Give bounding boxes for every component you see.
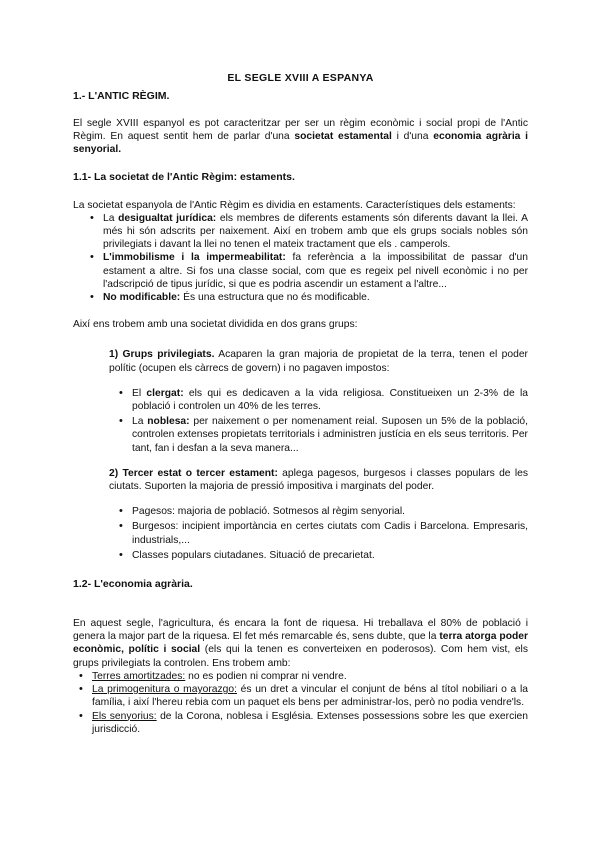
agrarian-economy-list — [92, 670, 528, 736]
text-run: és un dret a vincular el conjunt de béns al títol nobiliari o a la família, i així l'hereu rebia com un paquet els bens per administrar-los, però no podia vendre'ls. — [92, 684, 528, 709]
group-third-estate — [109, 467, 528, 493]
section-1-heading: 1.- L'ANTIC RÈGIM. — [73, 90, 170, 102]
list-item — [92, 710, 528, 736]
section-1-1-intro: La societat espanyola de l'Antic Règim es dividia en estaments. Característiques dels estaments: — [73, 199, 516, 211]
text-run: El — [132, 387, 147, 399]
bold-run: No modificable: — [103, 292, 181, 304]
list-item — [132, 387, 528, 413]
bold-run: 1) Grups privilegiats. — [109, 349, 215, 361]
list-item — [92, 670, 528, 683]
text-run: fa referència a la impossibilitat de passar d'un estament a altre. Si fos una classe social, com que es regeix pel nivell econòmic i no per l'adscripció de tipus jurídic, si que es podria ascendir un estament a l'altre... — [103, 252, 529, 290]
underlined-run: Terres amortitzades: — [92, 670, 186, 682]
section-1-1-transition: Així ens trobem amb una societat dividida en dos grans grups: — [73, 319, 358, 331]
underlined-run: Els senyorius: — [92, 710, 157, 722]
list-item — [103, 291, 528, 304]
group-privileged — [109, 348, 528, 374]
text-run: per naixement o per nomenament reial. Suposen un 5% de la població, controlen extenses propietats territorials i administren justícia en els seus territoris. Per tant, fan i desfan a la seva manera... — [132, 416, 528, 454]
section-1-2-heading: 1.2- L'economia agrària. — [73, 578, 193, 591]
text-run: els membres de diferents estaments són diferents davant la llei. A més hi són adscrits per naixement. Així en trobem amb que els grups socials nobles són privilegiats i davant la llei no tenen el mateix tractament que els . camperols. — [103, 212, 528, 251]
bold-run: 2) Tercer estat o tercer estament: — [109, 467, 278, 479]
list-item: • Classes populars ciutadanes. Situació de precarietat. — [132, 549, 528, 562]
estaments-characteristics-list — [103, 212, 528, 304]
list-item — [103, 212, 528, 252]
section-1-1-heading: 1.1- La societat de l'Antic Règim: estaments. — [73, 170, 295, 183]
bold-run: societat estamental — [294, 131, 392, 143]
underlined-run: La primogenitura o mayorazgo: — [92, 684, 237, 696]
text-run: de la Corona, noblesa i Església. Extenses possessions sobre les que exercien jurisdicció. — [92, 710, 528, 735]
text-run: els qui es dedicaven a la vida religiosa. Constitueixen un 2-3% de la població i controlen un 40% de les terres. — [132, 387, 528, 413]
text-run: i d'una — [391, 131, 434, 143]
text-run: La — [132, 416, 148, 428]
text-run: aplega pagesos, burgesos i classes populars de les ciutats. Suporten la majoria de pressió impositiva i marginats del poder. — [109, 467, 528, 493]
bold-run: economia agrària i senyorial. — [73, 131, 529, 156]
bold-run: L'immobilisme i la impermeabilitat: — [103, 252, 286, 264]
bold-run: terra atorga poder econòmic, polític i social — [73, 631, 529, 656]
section-1-2-paragraph — [73, 617, 528, 670]
text-run: En aquest segle, l'agricultura, és encara la font de riquesa. Hi treballava el 80% de població i genera la major part de la riquesa. El fet més remarcable és, sens dubte, que la — [73, 618, 528, 643]
bold-run: noblesa: — [147, 416, 190, 428]
list-item — [132, 415, 528, 455]
list-item — [103, 251, 528, 291]
list-item: • Burgesos: incipient importància en certes ciutats com Cadis i Barcelona. Empresaris, industrials,... — [132, 520, 528, 546]
list-item — [92, 683, 528, 709]
third-estate-list — [132, 505, 528, 562]
bold-run: clergat: — [146, 387, 184, 399]
text-run: (els qui la tenen es converteixen en poderosos). Com hem vist, els grups privilegiats la controlen. Ens trobem amb: — [73, 644, 528, 669]
text-run: La — [103, 212, 119, 224]
list-item: • Pagesos: majoria de població. Sotmesos al règim senyorial. — [132, 505, 528, 518]
text-run: Acaparen la gran majoria de propietat de la terra, tenen el poder polític (ocupen els càrrecs de govern) i no pagaven impostos: — [109, 349, 528, 374]
text-run: És una estructura que no és modificable. — [180, 292, 370, 304]
text-run: El segle XVIII espanyol es pot caracteritzar per ser un règim econòmic i social propi de l'Antic Règim. En aquest sentit hem de parlar d'una — [73, 118, 528, 143]
document-title: EL SEGLE XVIII A ESPANYA — [227, 72, 374, 84]
text-run: no es podien ni comprar ni vendre. — [185, 670, 347, 682]
privileged-groups-list — [132, 387, 528, 455]
section-1-paragraph — [73, 117, 528, 157]
bold-run: desigualtat jurídica: — [118, 212, 217, 224]
